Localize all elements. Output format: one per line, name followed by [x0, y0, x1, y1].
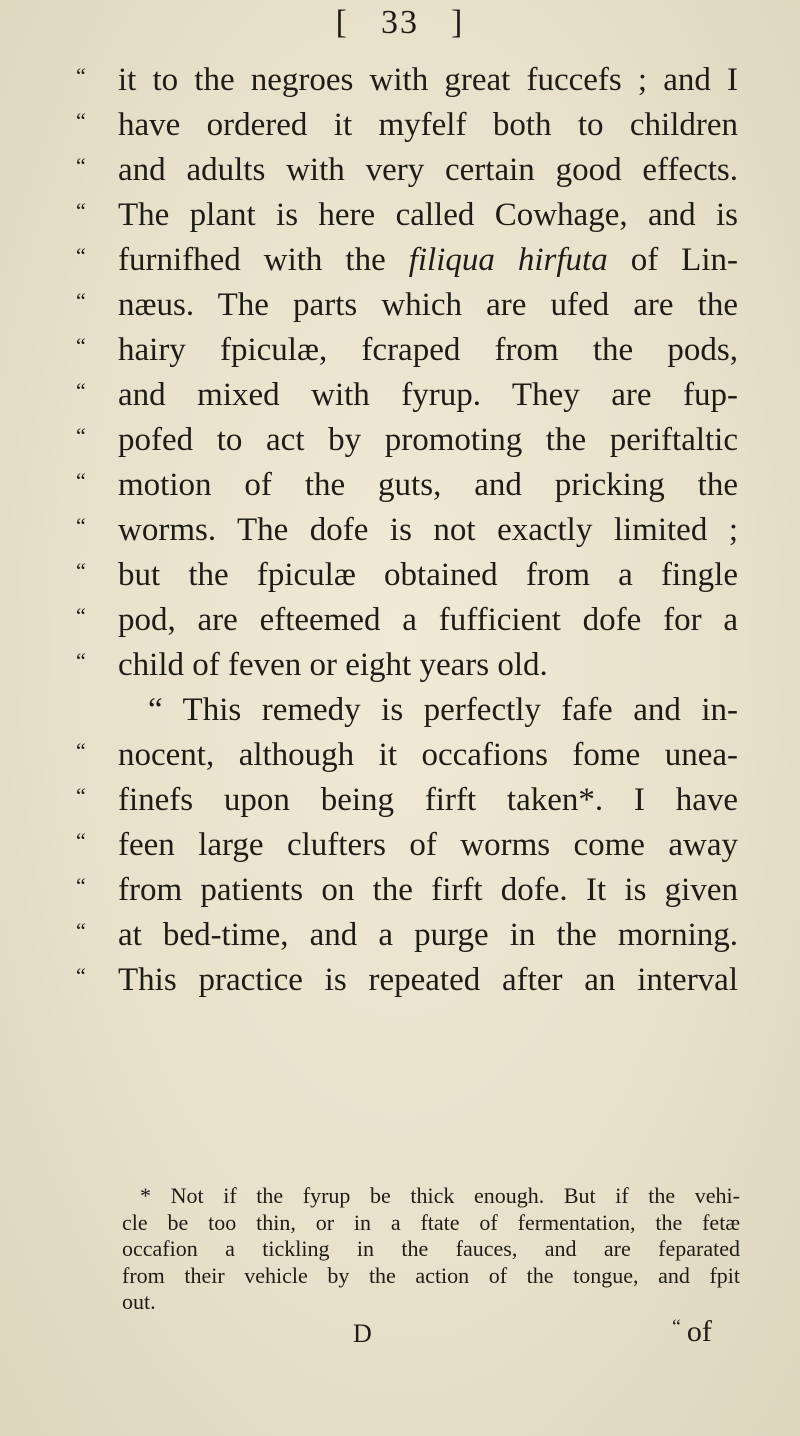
line-text: motion of the guts, and pricking the	[118, 467, 738, 503]
text-line	[0, 463, 800, 507]
line-text: child of feven or eight years old.	[118, 647, 548, 683]
text-line	[0, 193, 800, 237]
catchword-quote: “	[672, 1316, 681, 1338]
text-line	[0, 418, 800, 462]
quote-mark: “	[76, 468, 86, 493]
latin-term: filiqua hirfuta	[408, 242, 608, 278]
line-text: from patients on the firft dofe. It is given	[118, 872, 738, 908]
text-line	[0, 58, 800, 102]
quote-mark: “	[76, 288, 86, 313]
line-text: have ordered it myfelf both to children	[118, 107, 738, 143]
quote-mark: “	[76, 423, 86, 448]
catchword	[672, 1315, 712, 1349]
text-line	[0, 823, 800, 867]
text-line	[0, 238, 800, 282]
quote-mark: “	[76, 63, 86, 88]
quote-mark: “	[76, 198, 86, 223]
quote-mark: “	[76, 513, 86, 538]
quote-mark: “	[76, 918, 86, 943]
page-number: 33	[381, 4, 419, 41]
text-line	[0, 598, 800, 642]
quote-mark: “	[76, 603, 86, 628]
quote-mark: “	[76, 828, 86, 853]
line-text: pod, are efteemed a fufficient dofe for a	[118, 602, 738, 638]
text-line	[0, 733, 800, 777]
quote-mark: “	[76, 243, 86, 268]
quote-mark: “	[76, 648, 86, 673]
text-line	[0, 508, 800, 552]
signature-mark: D	[353, 1319, 372, 1348]
line-text: at bed-time, and a purge in the morning.	[118, 917, 738, 953]
quote-mark: “	[76, 738, 86, 763]
text-line	[0, 553, 800, 597]
quote-mark: “	[76, 378, 86, 403]
line-text: finefs upon being firft taken*. I have	[118, 782, 738, 818]
footnote-line: out.	[122, 1289, 156, 1314]
text-line	[0, 283, 800, 327]
quote-mark: “	[76, 333, 86, 358]
line-text: “ This remedy is perfectly fafe and in-	[148, 692, 738, 728]
header-bracket-open: [	[335, 4, 349, 41]
header-bracket-close: ]	[451, 4, 465, 41]
catchword-text: of	[686, 1315, 712, 1348]
quote-mark: “	[76, 873, 86, 898]
line-text: and mixed with fyrup. They are fup-	[118, 377, 738, 413]
text-line	[0, 778, 800, 822]
footnote	[122, 1183, 740, 1316]
line-text: pofed to act by promoting the periftaltic	[118, 422, 738, 458]
text-line	[0, 373, 800, 417]
text-line	[0, 913, 800, 957]
line-text: hairy fpiculæ, fcraped from the pods,	[118, 332, 738, 368]
text-line	[0, 868, 800, 912]
text-line	[0, 103, 800, 147]
text-line	[0, 958, 800, 1002]
footnote-line: * Not if the fyrup be thick enough. But if the vehi-	[140, 1183, 740, 1208]
quote-mark: “	[76, 783, 86, 808]
quote-mark: “	[76, 558, 86, 583]
line-text-before: furnifhed with the	[118, 242, 409, 278]
quote-mark: “	[76, 963, 86, 988]
text-line	[0, 688, 800, 732]
footnote-line: from their vehicle by the action of the tongue, and fpit	[122, 1262, 740, 1288]
line-text: The plant is here called Cowhage, and is	[118, 197, 738, 233]
line-text: but the fpiculæ obtained from a fingle	[118, 557, 738, 593]
line-text: næus. The parts which are ufed are the	[118, 287, 738, 323]
text-line	[0, 643, 800, 687]
quote-mark: “	[76, 108, 86, 133]
footnote-line: cle be too thin, or in a ftate of fermentation, the fetæ	[122, 1209, 740, 1235]
line-text: worms. The dofe is not exactly limited ;	[118, 512, 738, 548]
footnote-line: occafion a tickling in the fauces, and are feparated	[122, 1236, 740, 1261]
line-text	[118, 238, 738, 282]
line-text-after: of Lin-	[607, 242, 738, 278]
line-text: and adults with very certain good effects.	[118, 152, 738, 188]
line-text: This practice is repeated after an interval	[118, 962, 738, 998]
page-header	[0, 4, 800, 42]
quote-mark: “	[76, 153, 86, 178]
text-line	[0, 148, 800, 192]
line-text: nocent, although it occafions fome unea-	[118, 737, 738, 773]
text-line	[0, 328, 800, 372]
line-text: feen large clufters of worms come away	[118, 827, 738, 863]
line-text: it to the negroes with great fuccefs ; and I	[118, 62, 738, 98]
